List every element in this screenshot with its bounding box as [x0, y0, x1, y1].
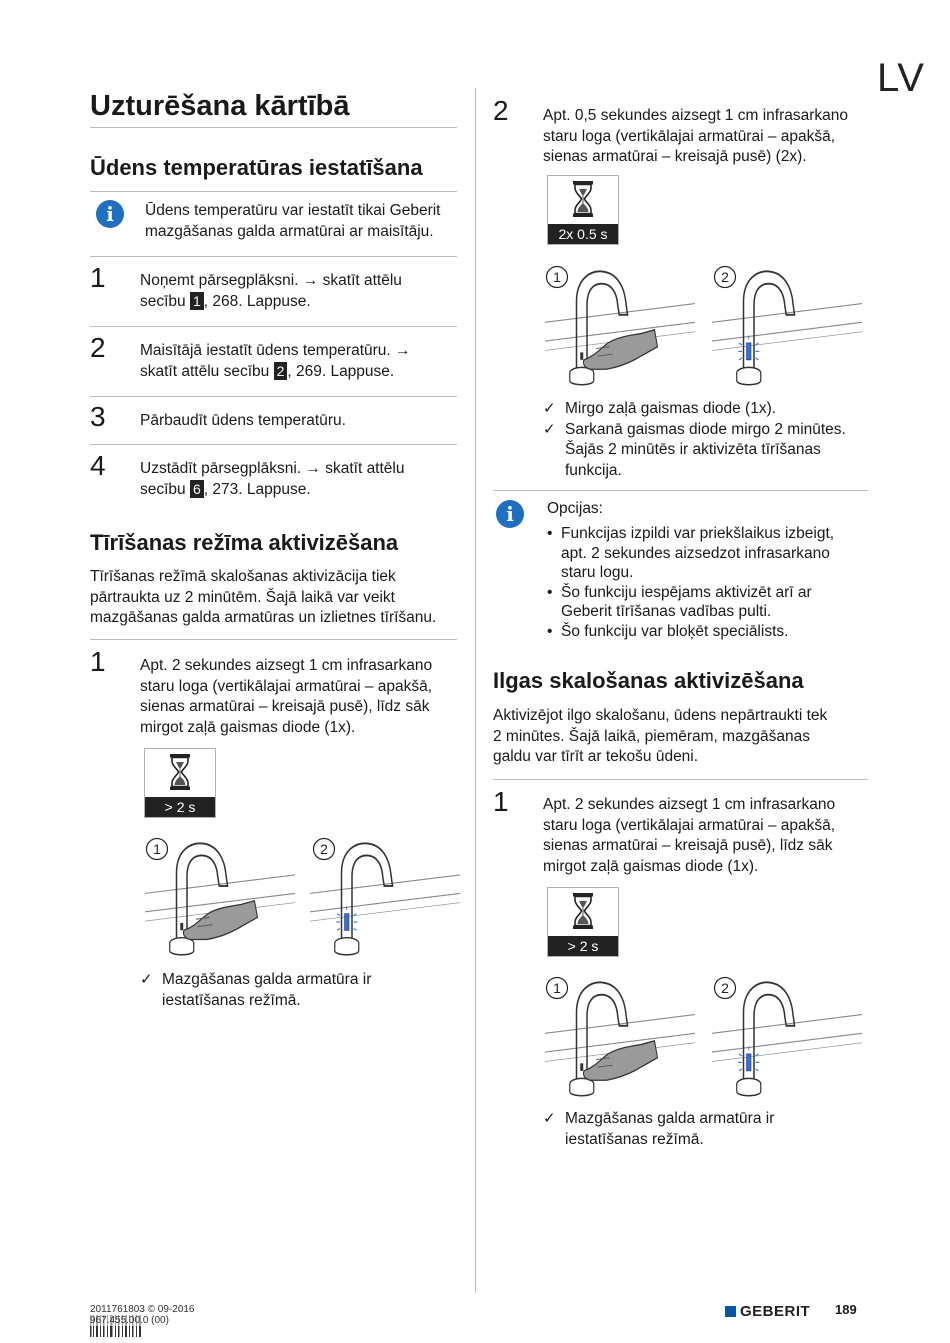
result-text: Mirgo zaļā gaismas diode (1x).: [565, 400, 777, 417]
figure-label: 2: [320, 841, 328, 857]
divider: [90, 326, 457, 327]
figure-label: 2: [721, 980, 729, 996]
faucet-illustration-pair: [145, 830, 460, 960]
cleaning-intro: [90, 567, 436, 629]
divider: [90, 191, 457, 192]
info-icon: i: [96, 200, 124, 228]
options-title: Opcijas:: [547, 500, 603, 517]
result-text: iestatīšanas režīmā.: [565, 1130, 704, 1148]
long-flush-intro: [493, 706, 827, 768]
long-flush-result: [543, 1109, 774, 1150]
page-title: Uzturēšana kārtībā: [90, 90, 350, 122]
checkmark-icon: ✓: [140, 971, 153, 988]
section-heading-long-flush: Ilgas skalošanas aktivizēšana: [493, 668, 804, 693]
divider: [90, 256, 457, 257]
temp-step-2: [140, 341, 411, 382]
temp-step-3: Pārbaudīt ūdens temperatūru.: [140, 412, 346, 429]
result-text: iestatīšanas režīmā.: [162, 991, 301, 1009]
step-text: Apt. 2 sekundes aizsegt 1 cm infrasarkano: [140, 657, 433, 674]
checkmark-icon: ✓: [543, 1110, 556, 1127]
temperature-note: [145, 201, 441, 242]
step-text: , 268. Lappuse.: [203, 292, 311, 310]
step-text: sienas armatūrai – kreisajā pusē), līdz sāk: [140, 698, 430, 715]
step-text: staru loga (vertikālajai armatūrai – apakšā,: [543, 816, 836, 834]
faucet-illustration-pair: [545, 969, 865, 1101]
step-text: secību: [140, 480, 186, 498]
option-text: Geberit tīrīšanas vadības pulti.: [561, 603, 772, 620]
language-marker: LV: [877, 56, 925, 100]
note-line: mazgāšanas galda armatūrai ar maisītāju.: [145, 222, 434, 240]
cleaning-results-2: [543, 399, 846, 481]
barcode: [90, 1315, 195, 1337]
step-text: , 269. Lappuse.: [287, 362, 395, 380]
timer-label: > 2 s: [145, 797, 215, 817]
figure-reference-chip: 1: [190, 292, 204, 310]
intro-line: mazgāšanas galda armatūras un izlietnes tīrīšanu.: [90, 609, 437, 626]
timer-label: > 2 s: [548, 936, 618, 956]
temp-step-4: [140, 459, 404, 500]
result-text: Šajās 2 minūtēs ir aktivizēta tīrīšanas: [565, 441, 821, 458]
figure-label: 1: [553, 980, 561, 996]
option-text: • Funkcijas izpildi var priekšlaikus izbeigt,: [561, 525, 835, 542]
document-code: 2011761803 © 09-2016: [90, 1304, 195, 1315]
divider: [90, 639, 457, 640]
option-text: • Šo funkciju iespējams aktivizēt arī ar: [561, 583, 812, 601]
faucet-hand-illustration: [145, 838, 295, 958]
step-text: , 273. Lappuse.: [203, 480, 311, 498]
cleaning-step-1: [140, 656, 432, 738]
column-divider: [475, 88, 476, 1293]
figure-label: 1: [553, 269, 561, 285]
step-text: mirgot zaļā gaismas diode (1x).: [140, 718, 356, 736]
faucet-hand-illustration: [545, 266, 695, 388]
step-text: skatīt attēlu secību: [140, 362, 270, 380]
result-text: Sarkanā gaismas diode mirgo 2 minūtes.: [565, 420, 846, 438]
list-item: [547, 583, 834, 622]
brand-square-icon: [725, 1306, 736, 1317]
intro-line: pārtraukta uz 2 minūtēm. Šajā laikā var veikt: [90, 588, 395, 606]
faucet-led-illustration: [310, 838, 460, 958]
figure-label: 2: [721, 269, 729, 285]
divider: [90, 396, 457, 397]
temp-step-1: [140, 271, 402, 312]
result-text: Mazgāšanas galda armatūra ir: [162, 971, 372, 988]
section-heading-cleaning: Tīrīšanas režīma aktivizēšana: [90, 530, 399, 555]
step-number: 2: [90, 332, 106, 363]
step-text: mirgot zaļā gaismas diode (1x).: [543, 857, 759, 875]
info-icon: i: [496, 500, 524, 528]
step-number: 1: [90, 646, 106, 677]
step-text: Noņemt pārsegplāksni. → skatīt attēlu: [140, 272, 402, 289]
step-text: secību: [140, 292, 186, 310]
note-line: Ūdens temperatūru var iestatīt tikai Geberit: [145, 202, 441, 219]
figure-label: 1: [153, 841, 161, 857]
step-text: staru loga (vertikālajai armatūrai – apakšā,: [140, 677, 433, 695]
page-number: 189: [835, 1302, 857, 1317]
timer-label: 2x 0.5 s: [548, 224, 618, 244]
section-heading-temperature: Ūdens temperatūras iestatīšana: [90, 155, 423, 180]
intro-line: 2 minūtes. Šajā laikā, piemēram, mazgāšanas: [493, 727, 811, 745]
intro-line: galdu var tīrīt ar tekošu ūdeni.: [493, 748, 699, 765]
divider: [493, 490, 868, 491]
option-text: • Šo funkciju var bloķēt speciālists.: [561, 622, 789, 640]
step-number: 1: [493, 786, 509, 817]
brand-logo: [725, 1303, 810, 1320]
result-text: Mazgāšanas galda armatūra ir: [565, 1110, 775, 1127]
step-number: 3: [90, 401, 106, 432]
checkmark-icon: ✓: [543, 420, 556, 438]
figure-reference-chip: 2: [274, 362, 288, 380]
result-text: funkcija.: [565, 461, 622, 479]
option-text: apt. 2 sekundes aizsedzot infrasarkano: [561, 544, 830, 562]
list-item: [547, 622, 834, 642]
intro-line: Tīrīšanas režīmā skalošanas aktivizācija tiek: [90, 568, 396, 585]
step-text: Apt. 0,5 sekundes aizsegt 1 cm infrasarkano: [543, 107, 848, 124]
brand-name: GEBERIT: [740, 1303, 811, 1320]
step-text: Maisītājā iestatīt ūdens temperatūru. →: [140, 342, 411, 359]
timer-indicator: [547, 887, 619, 957]
faucet-led-illustration: [712, 266, 862, 388]
step-text: Apt. 2 sekundes aizsegt 1 cm infrasarkano: [543, 796, 836, 813]
divider: [90, 444, 457, 445]
timer-indicator: [547, 175, 619, 245]
checkmark-icon: ✓: [543, 400, 556, 417]
figure-reference-chip: 6: [190, 480, 204, 498]
divider: [493, 779, 868, 780]
step-number: 1: [90, 262, 106, 293]
cleaning-result-1: [140, 970, 371, 1011]
step-text: staru loga (vertikālajai armatūrai – apakšā,: [543, 127, 836, 145]
faucet-hand-illustration: [545, 977, 695, 1099]
timer-indicator: [144, 748, 216, 818]
faucet-led-illustration: [712, 977, 862, 1099]
hourglass-icon: [571, 893, 595, 929]
list-item: [547, 524, 834, 583]
option-text: staru logu.: [561, 564, 634, 581]
step-number: 4: [90, 450, 106, 481]
cleaning-step-2: [543, 106, 848, 168]
intro-line: Aktivizējot ilgo skalošanu, ūdens nepārtraukti tek: [493, 707, 828, 724]
step-text: Uzstādīt pārsegplāksni. → skatīt attēlu: [140, 460, 405, 477]
hourglass-icon: [571, 181, 595, 217]
options-list: [547, 524, 834, 641]
faucet-illustration-pair: [545, 258, 865, 390]
title-divider: [90, 127, 457, 128]
hourglass-icon: [168, 754, 192, 790]
document-code-secondary: 967.455.00.0 (00): [90, 1315, 169, 1326]
step-text: sienas armatūrai – kreisajā pusē) (2x).: [543, 148, 807, 165]
long-flush-step-1: [543, 795, 835, 877]
step-number: 2: [493, 95, 509, 126]
step-text: sienas armatūrai – kreisajā pusē), līdz sāk: [543, 837, 833, 854]
